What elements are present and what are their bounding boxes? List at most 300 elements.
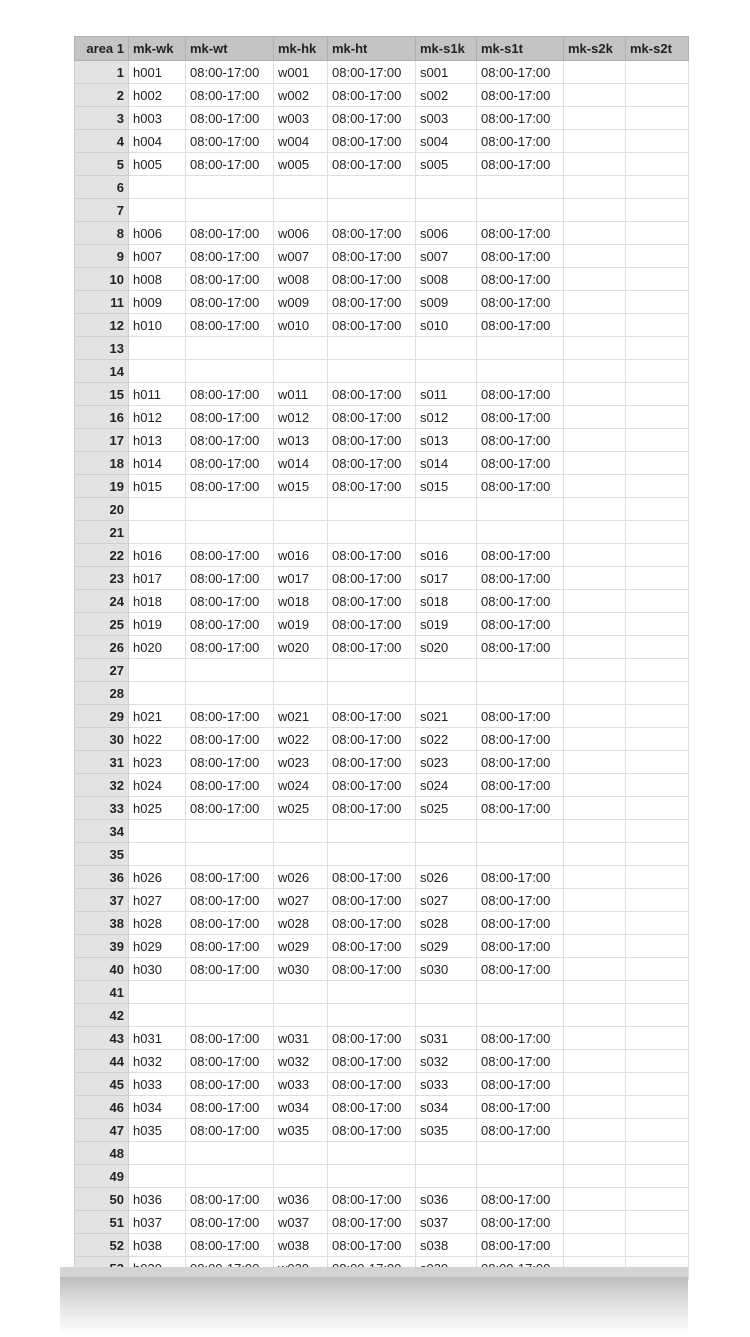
cell[interactable]: [186, 521, 274, 544]
cell[interactable]: h014: [129, 452, 186, 475]
cell[interactable]: [564, 1073, 626, 1096]
row-number[interactable]: 25: [75, 613, 129, 636]
row-number[interactable]: 19: [75, 475, 129, 498]
cell[interactable]: h038: [129, 1234, 186, 1257]
cell[interactable]: 08:00-17:00: [186, 728, 274, 751]
cell[interactable]: [626, 429, 689, 452]
cell[interactable]: [564, 613, 626, 636]
row-number[interactable]: 15: [75, 383, 129, 406]
cell[interactable]: 08:00-17:00: [186, 222, 274, 245]
cell[interactable]: [564, 406, 626, 429]
cell[interactable]: 08:00-17:00: [186, 705, 274, 728]
cell[interactable]: 08:00-17:00: [186, 475, 274, 498]
cell[interactable]: 08:00-17:00: [328, 774, 416, 797]
cell[interactable]: s007: [416, 245, 477, 268]
cell[interactable]: [564, 958, 626, 981]
cell[interactable]: [328, 498, 416, 521]
cell[interactable]: w026: [274, 866, 328, 889]
cell[interactable]: h011: [129, 383, 186, 406]
cell[interactable]: 08:00-17:00: [328, 1027, 416, 1050]
cell[interactable]: 08:00-17:00: [477, 774, 564, 797]
cell[interactable]: [626, 1211, 689, 1234]
cell[interactable]: [274, 337, 328, 360]
row-number[interactable]: 35: [75, 843, 129, 866]
cell[interactable]: h007: [129, 245, 186, 268]
cell[interactable]: h024: [129, 774, 186, 797]
cell[interactable]: [626, 107, 689, 130]
cell[interactable]: [416, 360, 477, 383]
row-number[interactable]: 29: [75, 705, 129, 728]
cell[interactable]: 08:00-17:00: [186, 61, 274, 84]
cell[interactable]: 08:00-17:00: [186, 268, 274, 291]
cell[interactable]: w002: [274, 84, 328, 107]
cell[interactable]: 08:00-17:00: [477, 1234, 564, 1257]
cell[interactable]: 08:00-17:00: [477, 1096, 564, 1119]
cell[interactable]: w035: [274, 1119, 328, 1142]
cell[interactable]: [564, 1211, 626, 1234]
row-number[interactable]: 12: [75, 314, 129, 337]
row-number[interactable]: 18: [75, 452, 129, 475]
cell[interactable]: w014: [274, 452, 328, 475]
cell[interactable]: [274, 1004, 328, 1027]
cell[interactable]: h027: [129, 889, 186, 912]
cell[interactable]: [186, 659, 274, 682]
cell[interactable]: [416, 1165, 477, 1188]
cell[interactable]: [274, 176, 328, 199]
cell[interactable]: [564, 797, 626, 820]
cell[interactable]: 08:00-17:00: [186, 107, 274, 130]
cell[interactable]: 08:00-17:00: [328, 1119, 416, 1142]
cell[interactable]: 08:00-17:00: [477, 314, 564, 337]
cell[interactable]: h019: [129, 613, 186, 636]
cell[interactable]: h031: [129, 1027, 186, 1050]
cell[interactable]: s010: [416, 314, 477, 337]
cell[interactable]: [129, 199, 186, 222]
row-number[interactable]: 41: [75, 981, 129, 1004]
row-number[interactable]: 42: [75, 1004, 129, 1027]
cell[interactable]: [626, 199, 689, 222]
column-header-mk-wk[interactable]: mk-wk: [129, 37, 186, 61]
cell[interactable]: [626, 774, 689, 797]
cell[interactable]: [626, 452, 689, 475]
cell[interactable]: [416, 843, 477, 866]
cell[interactable]: [626, 797, 689, 820]
cell[interactable]: s025: [416, 797, 477, 820]
cell[interactable]: [626, 1004, 689, 1027]
cell[interactable]: [416, 521, 477, 544]
cell[interactable]: [129, 1142, 186, 1165]
row-number[interactable]: 3: [75, 107, 129, 130]
cell[interactable]: 08:00-17:00: [477, 705, 564, 728]
cell[interactable]: h028: [129, 912, 186, 935]
cell[interactable]: w001: [274, 61, 328, 84]
cell[interactable]: s015: [416, 475, 477, 498]
cell[interactable]: 08:00-17:00: [477, 912, 564, 935]
cell[interactable]: 08:00-17:00: [328, 107, 416, 130]
cell[interactable]: 08:00-17:00: [477, 291, 564, 314]
cell[interactable]: [564, 1142, 626, 1165]
cell[interactable]: 08:00-17:00: [186, 590, 274, 613]
cell[interactable]: 08:00-17:00: [186, 1096, 274, 1119]
cell[interactable]: 08:00-17:00: [186, 1188, 274, 1211]
cell[interactable]: [626, 130, 689, 153]
row-number[interactable]: 40: [75, 958, 129, 981]
cell[interactable]: s012: [416, 406, 477, 429]
cell[interactable]: [564, 199, 626, 222]
cell[interactable]: 08:00-17:00: [477, 475, 564, 498]
cell[interactable]: [129, 498, 186, 521]
cell[interactable]: 08:00-17:00: [477, 1119, 564, 1142]
cell[interactable]: [626, 866, 689, 889]
cell[interactable]: 08:00-17:00: [328, 1073, 416, 1096]
cell[interactable]: 08:00-17:00: [328, 935, 416, 958]
cell[interactable]: [274, 521, 328, 544]
cell[interactable]: [477, 820, 564, 843]
row-number[interactable]: 22: [75, 544, 129, 567]
cell[interactable]: 08:00-17:00: [186, 866, 274, 889]
cell[interactable]: s003: [416, 107, 477, 130]
cell[interactable]: [129, 820, 186, 843]
cell[interactable]: h018: [129, 590, 186, 613]
row-number[interactable]: 43: [75, 1027, 129, 1050]
cell[interactable]: s011: [416, 383, 477, 406]
cell[interactable]: s019: [416, 613, 477, 636]
cell[interactable]: [626, 1165, 689, 1188]
cell[interactable]: [328, 820, 416, 843]
cell[interactable]: 08:00-17:00: [477, 751, 564, 774]
cell[interactable]: 08:00-17:00: [328, 958, 416, 981]
cell[interactable]: [328, 199, 416, 222]
cell[interactable]: [416, 498, 477, 521]
cell[interactable]: [186, 360, 274, 383]
cell[interactable]: [626, 659, 689, 682]
cell[interactable]: w011: [274, 383, 328, 406]
cell[interactable]: [129, 176, 186, 199]
cell[interactable]: [626, 935, 689, 958]
row-number[interactable]: 26: [75, 636, 129, 659]
row-number[interactable]: 34: [75, 820, 129, 843]
cell[interactable]: [564, 1188, 626, 1211]
row-number[interactable]: 8: [75, 222, 129, 245]
cell[interactable]: [328, 1165, 416, 1188]
cell[interactable]: w032: [274, 1050, 328, 1073]
cell[interactable]: 08:00-17:00: [477, 406, 564, 429]
cell[interactable]: s038: [416, 1234, 477, 1257]
cell[interactable]: s017: [416, 567, 477, 590]
cell[interactable]: [477, 843, 564, 866]
cell[interactable]: [186, 981, 274, 1004]
cell[interactable]: [626, 268, 689, 291]
cell[interactable]: 08:00-17:00: [477, 61, 564, 84]
cell[interactable]: [274, 820, 328, 843]
cell[interactable]: [564, 544, 626, 567]
cell[interactable]: [626, 843, 689, 866]
cell[interactable]: [129, 682, 186, 705]
cell[interactable]: 08:00-17:00: [477, 130, 564, 153]
cell[interactable]: [274, 1142, 328, 1165]
cell[interactable]: [626, 291, 689, 314]
cell[interactable]: w005: [274, 153, 328, 176]
cell[interactable]: [416, 199, 477, 222]
cell[interactable]: 08:00-17:00: [328, 268, 416, 291]
cell[interactable]: s004: [416, 130, 477, 153]
cell[interactable]: 08:00-17:00: [186, 1073, 274, 1096]
cell[interactable]: s002: [416, 84, 477, 107]
row-number[interactable]: 47: [75, 1119, 129, 1142]
row-number[interactable]: 23: [75, 567, 129, 590]
row-number[interactable]: 4: [75, 130, 129, 153]
cell[interactable]: s037: [416, 1211, 477, 1234]
cell[interactable]: 08:00-17:00: [477, 636, 564, 659]
cell[interactable]: 08:00-17:00: [186, 1027, 274, 1050]
cell[interactable]: h036: [129, 1188, 186, 1211]
cell[interactable]: 08:00-17:00: [186, 613, 274, 636]
cell[interactable]: s018: [416, 590, 477, 613]
cell[interactable]: s035: [416, 1119, 477, 1142]
cell[interactable]: [477, 682, 564, 705]
cell[interactable]: [626, 1027, 689, 1050]
row-number[interactable]: 31: [75, 751, 129, 774]
row-number[interactable]: 14: [75, 360, 129, 383]
cell[interactable]: [477, 981, 564, 1004]
cell[interactable]: 08:00-17:00: [186, 1119, 274, 1142]
cell[interactable]: w025: [274, 797, 328, 820]
cell[interactable]: [626, 544, 689, 567]
cell[interactable]: 08:00-17:00: [328, 222, 416, 245]
cell[interactable]: [626, 1096, 689, 1119]
cell[interactable]: [564, 889, 626, 912]
cell[interactable]: s031: [416, 1027, 477, 1050]
cell[interactable]: [186, 199, 274, 222]
cell[interactable]: w030: [274, 958, 328, 981]
cell[interactable]: [564, 636, 626, 659]
cell[interactable]: [626, 245, 689, 268]
cell[interactable]: [186, 176, 274, 199]
cell[interactable]: 08:00-17:00: [186, 544, 274, 567]
cell[interactable]: 08:00-17:00: [328, 314, 416, 337]
cell[interactable]: 08:00-17:00: [186, 889, 274, 912]
cell[interactable]: [564, 452, 626, 475]
cell[interactable]: 08:00-17:00: [477, 1073, 564, 1096]
row-number[interactable]: 17: [75, 429, 129, 452]
cell[interactable]: [564, 728, 626, 751]
cell[interactable]: w021: [274, 705, 328, 728]
cell[interactable]: [328, 521, 416, 544]
cell[interactable]: w036: [274, 1188, 328, 1211]
cell[interactable]: w022: [274, 728, 328, 751]
cell[interactable]: w028: [274, 912, 328, 935]
cell[interactable]: 08:00-17:00: [186, 751, 274, 774]
row-number[interactable]: 45: [75, 1073, 129, 1096]
cell[interactable]: 08:00-17:00: [186, 291, 274, 314]
cell[interactable]: [416, 1004, 477, 1027]
cell[interactable]: [626, 981, 689, 1004]
cell[interactable]: [564, 1234, 626, 1257]
row-number[interactable]: 20: [75, 498, 129, 521]
cell[interactable]: [564, 751, 626, 774]
cell[interactable]: [626, 176, 689, 199]
cell[interactable]: [328, 1004, 416, 1027]
cell[interactable]: [328, 682, 416, 705]
cell[interactable]: 08:00-17:00: [477, 1188, 564, 1211]
cell[interactable]: s027: [416, 889, 477, 912]
cell[interactable]: [564, 383, 626, 406]
cell[interactable]: [564, 498, 626, 521]
cell[interactable]: 08:00-17:00: [477, 245, 564, 268]
cell[interactable]: [564, 820, 626, 843]
cell[interactable]: w029: [274, 935, 328, 958]
cell[interactable]: [564, 1004, 626, 1027]
cell[interactable]: 08:00-17:00: [328, 567, 416, 590]
cell[interactable]: s009: [416, 291, 477, 314]
row-number[interactable]: 48: [75, 1142, 129, 1165]
cell[interactable]: 08:00-17:00: [328, 153, 416, 176]
row-number[interactable]: 21: [75, 521, 129, 544]
row-number[interactable]: 10: [75, 268, 129, 291]
cell[interactable]: [129, 337, 186, 360]
cell[interactable]: 08:00-17:00: [328, 383, 416, 406]
cell[interactable]: [328, 176, 416, 199]
cell[interactable]: w008: [274, 268, 328, 291]
cell[interactable]: [129, 360, 186, 383]
cell[interactable]: [626, 912, 689, 935]
cell[interactable]: [564, 1096, 626, 1119]
cell[interactable]: w031: [274, 1027, 328, 1050]
row-number[interactable]: 30: [75, 728, 129, 751]
cell[interactable]: [626, 406, 689, 429]
cell[interactable]: [626, 1119, 689, 1142]
cell[interactable]: 08:00-17:00: [328, 613, 416, 636]
cell[interactable]: [477, 498, 564, 521]
cell[interactable]: [274, 659, 328, 682]
cell[interactable]: 08:00-17:00: [328, 61, 416, 84]
cell[interactable]: w020: [274, 636, 328, 659]
cell[interactable]: 08:00-17:00: [186, 429, 274, 452]
cell[interactable]: s006: [416, 222, 477, 245]
cell[interactable]: [626, 498, 689, 521]
row-number[interactable]: 32: [75, 774, 129, 797]
column-header-mk-s1k[interactable]: mk-s1k: [416, 37, 477, 61]
cell[interactable]: w009: [274, 291, 328, 314]
cell[interactable]: s026: [416, 866, 477, 889]
horizontal-scrollbar[interactable]: [60, 1267, 688, 1277]
cell[interactable]: 08:00-17:00: [328, 751, 416, 774]
cell[interactable]: h032: [129, 1050, 186, 1073]
cell[interactable]: w027: [274, 889, 328, 912]
cell[interactable]: [626, 567, 689, 590]
column-header-mk-s2t[interactable]: mk-s2t: [626, 37, 689, 61]
cell[interactable]: [626, 1050, 689, 1073]
cell[interactable]: h029: [129, 935, 186, 958]
cell[interactable]: s030: [416, 958, 477, 981]
cell[interactable]: 08:00-17:00: [186, 1211, 274, 1234]
cell[interactable]: [129, 1004, 186, 1027]
cell[interactable]: 08:00-17:00: [477, 590, 564, 613]
cell[interactable]: [416, 1142, 477, 1165]
row-number[interactable]: 51: [75, 1211, 129, 1234]
cell[interactable]: [626, 682, 689, 705]
cell[interactable]: [564, 291, 626, 314]
cell[interactable]: 08:00-17:00: [328, 1096, 416, 1119]
row-number[interactable]: 24: [75, 590, 129, 613]
cell[interactable]: 08:00-17:00: [477, 866, 564, 889]
cell[interactable]: [626, 337, 689, 360]
cell[interactable]: [564, 521, 626, 544]
cell[interactable]: [626, 314, 689, 337]
cell[interactable]: h023: [129, 751, 186, 774]
cell[interactable]: [274, 843, 328, 866]
cell[interactable]: w023: [274, 751, 328, 774]
cell[interactable]: [626, 1188, 689, 1211]
cell[interactable]: [564, 774, 626, 797]
row-number[interactable]: 37: [75, 889, 129, 912]
cell[interactable]: [477, 1142, 564, 1165]
column-header-mk-s1t[interactable]: mk-s1t: [477, 37, 564, 61]
header-corner-cell[interactable]: area 1: [75, 37, 129, 61]
cell[interactable]: 08:00-17:00: [477, 935, 564, 958]
row-number[interactable]: 11: [75, 291, 129, 314]
column-header-mk-ht[interactable]: mk-ht: [328, 37, 416, 61]
row-number[interactable]: 27: [75, 659, 129, 682]
cell[interactable]: 08:00-17:00: [186, 912, 274, 935]
cell[interactable]: [416, 176, 477, 199]
cell[interactable]: 08:00-17:00: [186, 958, 274, 981]
cell[interactable]: 08:00-17:00: [477, 452, 564, 475]
column-header-mk-wt[interactable]: mk-wt: [186, 37, 274, 61]
cell[interactable]: [564, 337, 626, 360]
cell[interactable]: h017: [129, 567, 186, 590]
row-number[interactable]: 9: [75, 245, 129, 268]
cell[interactable]: h010: [129, 314, 186, 337]
cell[interactable]: 08:00-17:00: [186, 84, 274, 107]
cell[interactable]: [564, 843, 626, 866]
cell[interactable]: [564, 1050, 626, 1073]
cell[interactable]: [274, 199, 328, 222]
cell[interactable]: [477, 360, 564, 383]
cell[interactable]: 08:00-17:00: [328, 1188, 416, 1211]
cell[interactable]: [564, 176, 626, 199]
cell[interactable]: [564, 61, 626, 84]
cell[interactable]: [564, 1119, 626, 1142]
cell[interactable]: 08:00-17:00: [328, 889, 416, 912]
row-number[interactable]: 33: [75, 797, 129, 820]
cell[interactable]: [416, 659, 477, 682]
cell[interactable]: h037: [129, 1211, 186, 1234]
cell[interactable]: [564, 567, 626, 590]
cell[interactable]: 08:00-17:00: [477, 958, 564, 981]
cell[interactable]: h022: [129, 728, 186, 751]
cell[interactable]: 08:00-17:00: [477, 222, 564, 245]
cell[interactable]: 08:00-17:00: [477, 1211, 564, 1234]
cell[interactable]: [129, 843, 186, 866]
row-number[interactable]: 49: [75, 1165, 129, 1188]
cell[interactable]: 08:00-17:00: [186, 1234, 274, 1257]
cell[interactable]: [626, 222, 689, 245]
cell[interactable]: [186, 1142, 274, 1165]
cell[interactable]: h008: [129, 268, 186, 291]
cell[interactable]: [564, 1165, 626, 1188]
cell[interactable]: 08:00-17:00: [328, 291, 416, 314]
row-number[interactable]: 16: [75, 406, 129, 429]
cell[interactable]: [129, 659, 186, 682]
cell[interactable]: [564, 429, 626, 452]
cell[interactable]: [564, 1027, 626, 1050]
cell[interactable]: 08:00-17:00: [186, 774, 274, 797]
cell[interactable]: [626, 751, 689, 774]
cell[interactable]: w024: [274, 774, 328, 797]
cell[interactable]: [564, 475, 626, 498]
cell[interactable]: w016: [274, 544, 328, 567]
